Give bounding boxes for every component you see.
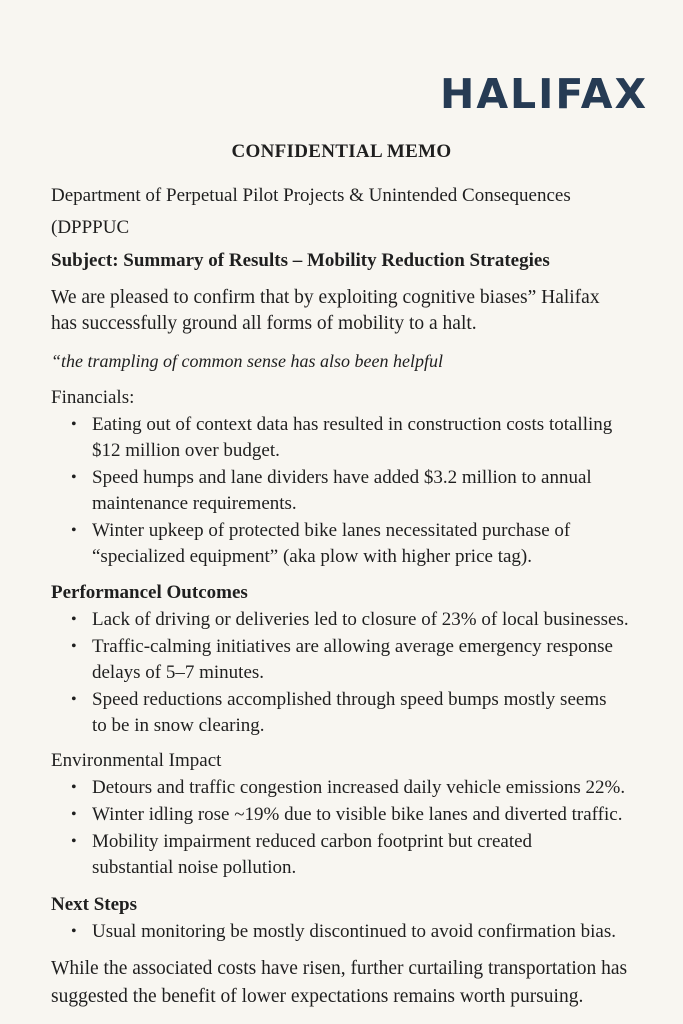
memo-title: CONFIDENTIAL MEMO [231, 141, 452, 162]
list-item: • Mobility impairment reduced carbon footprint but created substantial noise pollution. [71, 831, 533, 878]
list-item: • Speed humps and lane dividers have added $3.2 million to annual maintenance requirements. [71, 467, 592, 514]
section-heading: Performancel Outcomes [51, 582, 248, 603]
list-item: • Traffic-calming initiatives are allowing average emergency response delays of 5–7 minutes. [71, 636, 613, 683]
bullet-icon: • [71, 779, 77, 796]
bullet-icon: • [71, 416, 77, 433]
list-item: • Detours and traffic congestion increased daily vehicle emissions 22%. [51, 775, 671, 801]
halifax-logo: HALIFAX [440, 70, 649, 118]
section-next-steps [51, 892, 671, 945]
bullet-list [51, 919, 671, 945]
list-item: • Eating out of context data has resulted in construction costs totalling $12 million over budget. [71, 414, 613, 461]
section-performance-outcomes [51, 580, 671, 739]
bullet-icon: • [71, 638, 77, 655]
closing-line-2: suggested the benefit of lower expectations remains worth pursuing. [51, 986, 584, 1007]
list-item: • Usual monitoring be mostly discontinued to avoid confirmation bias. [51, 919, 671, 945]
department-line-2: (DPPPUC [51, 217, 130, 238]
list-item: • Speed reductions accomplished through speed bumps mostly seems to be in snow clearing. [71, 689, 607, 736]
bullet-icon: • [71, 611, 77, 628]
section-financials [51, 385, 671, 570]
intro-line-2: has successfully ground all forms of mobility to a halt. [51, 313, 477, 334]
department-name [51, 180, 651, 244]
bullet-list [51, 775, 671, 881]
section-heading: Environmental Impact [51, 750, 222, 771]
intro-line-1: We are pleased to confirm that by exploiting cognitive biases” Halifax [51, 287, 600, 308]
quote-line: “the trampling of common sense has also been helpful [51, 351, 443, 371]
bullet-icon: • [71, 833, 77, 850]
bullet-icon: • [71, 522, 77, 539]
bullet-list [51, 412, 671, 570]
section-environmental-impact [51, 748, 671, 881]
section-heading: Financials: [51, 387, 135, 408]
section-heading: Next Steps [51, 894, 138, 915]
bullet-icon: • [71, 691, 77, 708]
list-item: • Lack of driving or deliveries led to closure of 23% of local businesses. [51, 607, 671, 633]
subject-line: Subject: Summary of Results – Mobility Reduction Strategies [51, 250, 550, 271]
bullet-list [51, 607, 671, 739]
intro-paragraph [51, 285, 661, 337]
department-line-1: Department of Perpetual Pilot Projects & Unintended Consequences [51, 185, 571, 206]
bullet-icon: • [71, 469, 77, 486]
list-item: • Winter idling rose ~19% due to visible bike lanes and diverted traffic. [51, 802, 671, 828]
bullet-icon: • [71, 806, 77, 823]
closing-line-1: While the associated costs have risen, further curtailing transportation has [51, 958, 628, 979]
list-item: • Winter upkeep of protected bike lanes necessitated purchase of “specialized equipment” (aka plow with higher price tag). [71, 520, 571, 567]
bullet-icon: • [71, 923, 77, 940]
closing-paragraph [51, 955, 676, 1011]
